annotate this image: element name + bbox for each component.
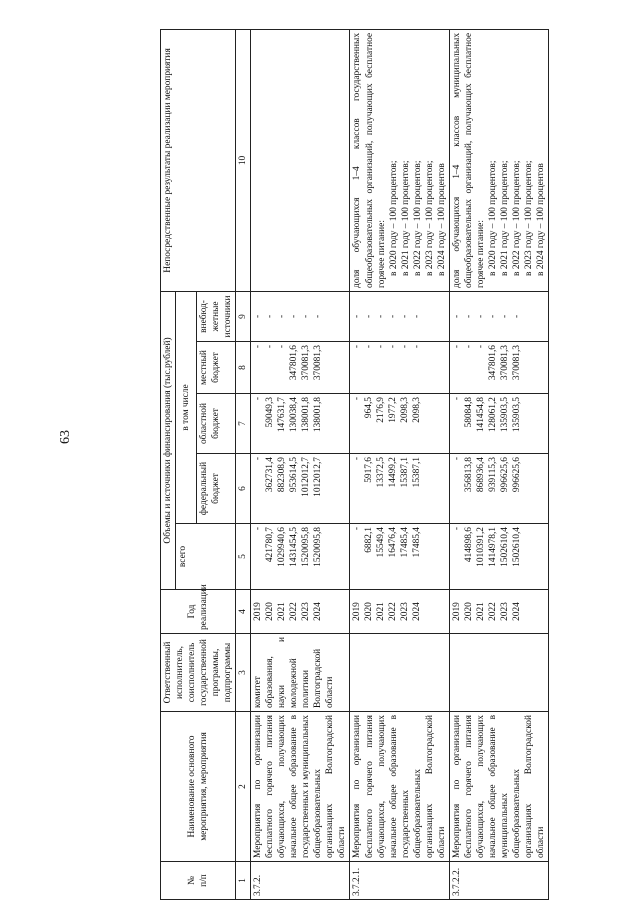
row-federal-value: 13372,5	[376, 457, 387, 488]
row-total-value: 6882,1	[364, 527, 375, 553]
colnum: 2	[236, 712, 251, 862]
row-years-value: 2019	[451, 602, 462, 621]
row-regional-value: 147631,7	[277, 397, 288, 433]
row-name: Мероприятия по организации бесплатного горячего питания обучающихся, получающих начальное общее образование в государственных общеобразовательных организациях Волгоградской области	[350, 712, 449, 862]
row-federal-value: 15387,1	[412, 457, 423, 488]
row-local-value: -	[400, 345, 411, 349]
row-local-value: -	[277, 345, 288, 349]
row-federal-value: 362731,4	[265, 457, 276, 493]
row-years	[350, 590, 449, 634]
row-local-value: 347801,6	[289, 345, 300, 381]
row-local-value: 347801,6	[487, 345, 498, 381]
program-table	[160, 29, 549, 900]
row-federal	[449, 454, 548, 524]
row-total-value: 1520095,8	[313, 527, 324, 567]
row-total-value: 15549,4	[376, 527, 387, 558]
row-regional-value: 1977,2	[388, 397, 399, 423]
header-local: местный бюджет	[197, 342, 236, 394]
row-local-value: -	[475, 345, 486, 349]
row-federal-value: -	[451, 457, 462, 461]
row-extrabudget-value: -	[313, 314, 324, 319]
result-year-line: в 2020 году – 100 процентов;	[388, 160, 399, 276]
row-local	[350, 342, 449, 394]
row-regional-value: 130038,4	[289, 397, 300, 433]
row-local-value: -	[451, 345, 462, 349]
header-result: Непосредственные результаты реализации мероприятия	[161, 29, 236, 291]
row-extrabudget-value: -	[364, 314, 375, 319]
header-row-1	[161, 29, 176, 899]
row-years-value: 2020	[265, 602, 276, 621]
header-year: Год реализации	[161, 590, 236, 634]
row-regional-value: 59049,3	[265, 397, 276, 428]
row-total-value: 17485,4	[412, 527, 423, 558]
header-federal: федеральный бюджет	[197, 454, 236, 524]
row-local-value: -	[388, 345, 399, 349]
row-total	[449, 524, 548, 590]
result-year-line: в 2021 году – 100 процентов;	[400, 160, 411, 276]
row-federal-value: 14499,2	[388, 457, 399, 488]
row-responsible: комитет образования, науки и молодежной политики Волгоградской области	[251, 634, 350, 712]
row-total-value: -	[352, 527, 363, 531]
colnum: 7	[236, 394, 251, 454]
row-result	[251, 29, 350, 291]
row-extrabudget-value: -	[412, 314, 423, 319]
row-federal-value: 1012012,7	[301, 457, 312, 497]
row-result	[449, 29, 548, 291]
result-text: доля обучающихся 1–4 классов муниципальных общеобразовательных организаций, получающих бесплатное горячее питание:	[451, 32, 486, 288]
result-year-line: в 2022 году – 100 процентов;	[412, 160, 423, 276]
row-regional-value: 2176,9	[376, 397, 387, 423]
row-federal	[251, 454, 350, 524]
row-years-value: 2021	[277, 602, 288, 621]
row-federal-value: 868936,4	[475, 457, 486, 493]
row-years-value: 2020	[463, 602, 474, 621]
row-result	[350, 29, 449, 291]
row-name: Мероприятия по организации бесплатного горячего питания обучающихся, получающих начальное общее образование в государственных и муниципальных общеобразовательных организациях Волгоградской области	[251, 712, 350, 862]
rotated-table-container	[160, 30, 640, 900]
header-name: Наименование основного мероприятия, мероприятия	[161, 712, 236, 862]
row-extrabudget	[350, 291, 449, 341]
row-federal-value: 996625,6	[499, 457, 510, 493]
result-year-line: в 2023 году – 100 процентов;	[523, 160, 534, 276]
row-local-value: 370081,3	[511, 345, 522, 381]
row-federal-value: 939115,3	[487, 457, 498, 492]
row-extrabudget-value: -	[301, 314, 312, 319]
row-years-value: 2022	[487, 602, 498, 621]
row-regional-value: 138001,8	[301, 397, 312, 433]
row-total-value: -	[253, 527, 264, 531]
row-regional-value: 2098,3	[400, 397, 411, 423]
header-responsible: Ответственный исполнитель, соисполнитель государственной программы, подпрограммы	[161, 634, 236, 712]
row-federal-value: 882308,9	[277, 457, 288, 493]
row-total-value: 1502610,4	[499, 527, 510, 567]
row-regional-value: 2098,3	[412, 397, 423, 423]
row-extrabudget-value: -	[289, 314, 300, 319]
table-row	[251, 29, 350, 899]
row-federal-value: 996625,6	[511, 457, 522, 493]
row-total-value: 17485,4	[400, 527, 411, 558]
row-extrabudget-value: -	[277, 314, 288, 319]
colnum: 10	[236, 29, 251, 291]
row-regional-value: 964,5	[364, 397, 375, 419]
row-federal	[350, 454, 449, 524]
row-extrabudget-value: -	[265, 314, 276, 319]
row-years-value: 2022	[289, 602, 300, 621]
row-extrabudget-value: -	[463, 314, 474, 319]
row-local-value: -	[253, 345, 264, 349]
row-years-value: 2024	[511, 602, 522, 621]
row-number: 3.7.2.2.	[449, 862, 548, 900]
row-local-value: -	[412, 345, 423, 349]
row-federal-value: 1012012,7	[313, 457, 324, 497]
row-local	[449, 342, 548, 394]
row-total-value: 1029940,6	[277, 527, 288, 567]
row-name: Мероприятия по организации бесплатного горячего питания обучающихся, получающих начальное общее образование в муниципальных общеобразовательных организациях Волгоградской области	[449, 712, 548, 862]
row-years-value: 2020	[364, 602, 375, 621]
row-extrabudget	[449, 291, 548, 341]
row-extrabudget-value: -	[388, 314, 399, 319]
row-local-value: 370081,3	[499, 345, 510, 381]
row-federal-value: 356813,8	[463, 457, 474, 493]
row-federal-value: -	[253, 457, 264, 461]
result-year-line: в 2021 году – 100 процентов;	[499, 160, 510, 276]
row-regional	[449, 394, 548, 454]
row-regional-value: 135903,5	[499, 397, 510, 433]
column-numbers-row	[236, 29, 251, 899]
table-row	[449, 29, 548, 899]
row-local-value: -	[463, 345, 474, 349]
row-number: 3.7.2.	[251, 862, 350, 900]
page-number: 63	[58, 430, 73, 444]
row-total	[350, 524, 449, 590]
row-extrabudget-value: -	[475, 314, 486, 319]
row-regional-value: 141454,8	[475, 397, 486, 433]
row-total-value: 421780,7	[265, 527, 276, 563]
result-year-line: в 2024 году – 100 процентов	[436, 163, 447, 276]
header-regional: областной бюджет	[197, 394, 236, 454]
row-total-value: 1520095,8	[301, 527, 312, 567]
row-extrabudget-value: -	[352, 314, 363, 319]
result-year-line: в 2022 году – 100 процентов;	[511, 160, 522, 276]
row-total-value: 1502610,4	[511, 527, 522, 567]
table-body	[251, 29, 549, 899]
row-total-value: 414898,6	[463, 527, 474, 563]
row-regional-value: -	[451, 397, 462, 401]
row-regional-value: 128061,2	[487, 397, 498, 433]
row-years	[251, 590, 350, 634]
row-local-value: -	[265, 345, 276, 349]
row-total-value: 1414978,1	[487, 527, 498, 567]
row-extrabudget-value: -	[451, 314, 462, 319]
row-regional-value: -	[253, 397, 264, 401]
row-regional	[251, 394, 350, 454]
row-responsible	[350, 634, 449, 712]
colnum: 1	[236, 862, 251, 900]
row-extrabudget-value: -	[511, 314, 522, 319]
row-years-value: 2021	[376, 602, 387, 621]
row-regional-value: 138001,8	[313, 397, 324, 433]
header-extrabudget: внебюд-жетные источники	[197, 291, 236, 341]
header-num: № п/п	[161, 862, 236, 900]
row-years-value: 2024	[313, 602, 324, 621]
row-local	[251, 342, 350, 394]
colnum: 3	[236, 634, 251, 712]
result-year-line: в 2020 году – 100 процентов;	[487, 160, 498, 276]
header-finance: Объемы и источники финансирования (тыс.рублей)	[161, 291, 176, 589]
row-federal-value: -	[352, 457, 363, 461]
row-regional-value: 58084,8	[463, 397, 474, 428]
row-years-value: 2023	[499, 602, 510, 621]
row-years-value: 2023	[400, 602, 411, 621]
result-text: доля обучающихся 1–4 классов государственных общеобразовательных организаций, получающих бесплатное горячее питание:	[352, 32, 387, 288]
row-federal-value: 15387,1	[400, 457, 411, 488]
row-regional-value: 135903,5	[511, 397, 522, 433]
header-including: в том числе	[176, 291, 197, 523]
colnum: 6	[236, 454, 251, 524]
row-local-value: -	[352, 345, 363, 349]
row-years	[449, 590, 548, 634]
result-year-line: в 2024 году – 100 процентов	[535, 163, 546, 276]
row-local-value: -	[376, 345, 387, 349]
row-extrabudget-value: -	[376, 314, 387, 319]
colnum: 4	[236, 590, 251, 634]
row-extrabudget-value: -	[253, 314, 264, 319]
row-extrabudget-value: -	[400, 314, 411, 319]
row-local-value: 370081,3	[301, 345, 312, 381]
row-years-value: 2021	[475, 602, 486, 621]
row-local-value: 370081,3	[313, 345, 324, 381]
colnum: 5	[236, 524, 251, 590]
row-total-value: -	[451, 527, 462, 531]
row-total-value: 1431454,5	[289, 527, 300, 567]
row-regional-value: -	[352, 397, 363, 401]
row-extrabudget-value: -	[499, 314, 510, 319]
row-years-value: 2022	[388, 602, 399, 621]
row-extrabudget	[251, 291, 350, 341]
row-federal-value: 953614,5	[289, 457, 300, 493]
row-years-value: 2019	[253, 602, 264, 621]
row-local-value: -	[364, 345, 375, 349]
row-regional	[350, 394, 449, 454]
row-total-value: 1010391,2	[475, 527, 486, 567]
row-extrabudget-value: -	[487, 314, 498, 319]
row-years-value: 2019	[352, 602, 363, 621]
colnum: 8	[236, 342, 251, 394]
row-years-value: 2024	[412, 602, 423, 621]
row-total	[251, 524, 350, 590]
table-row	[350, 29, 449, 899]
colnum: 9	[236, 291, 251, 341]
row-total-value: 16476,4	[388, 527, 399, 558]
row-years-value: 2023	[301, 602, 312, 621]
row-number: 3.7.2.1.	[350, 862, 449, 900]
header-total: всего	[176, 524, 236, 590]
row-responsible	[449, 634, 548, 712]
row-federal-value: 5917,6	[364, 457, 375, 483]
result-year-line: в 2023 году – 100 процентов;	[424, 160, 435, 276]
